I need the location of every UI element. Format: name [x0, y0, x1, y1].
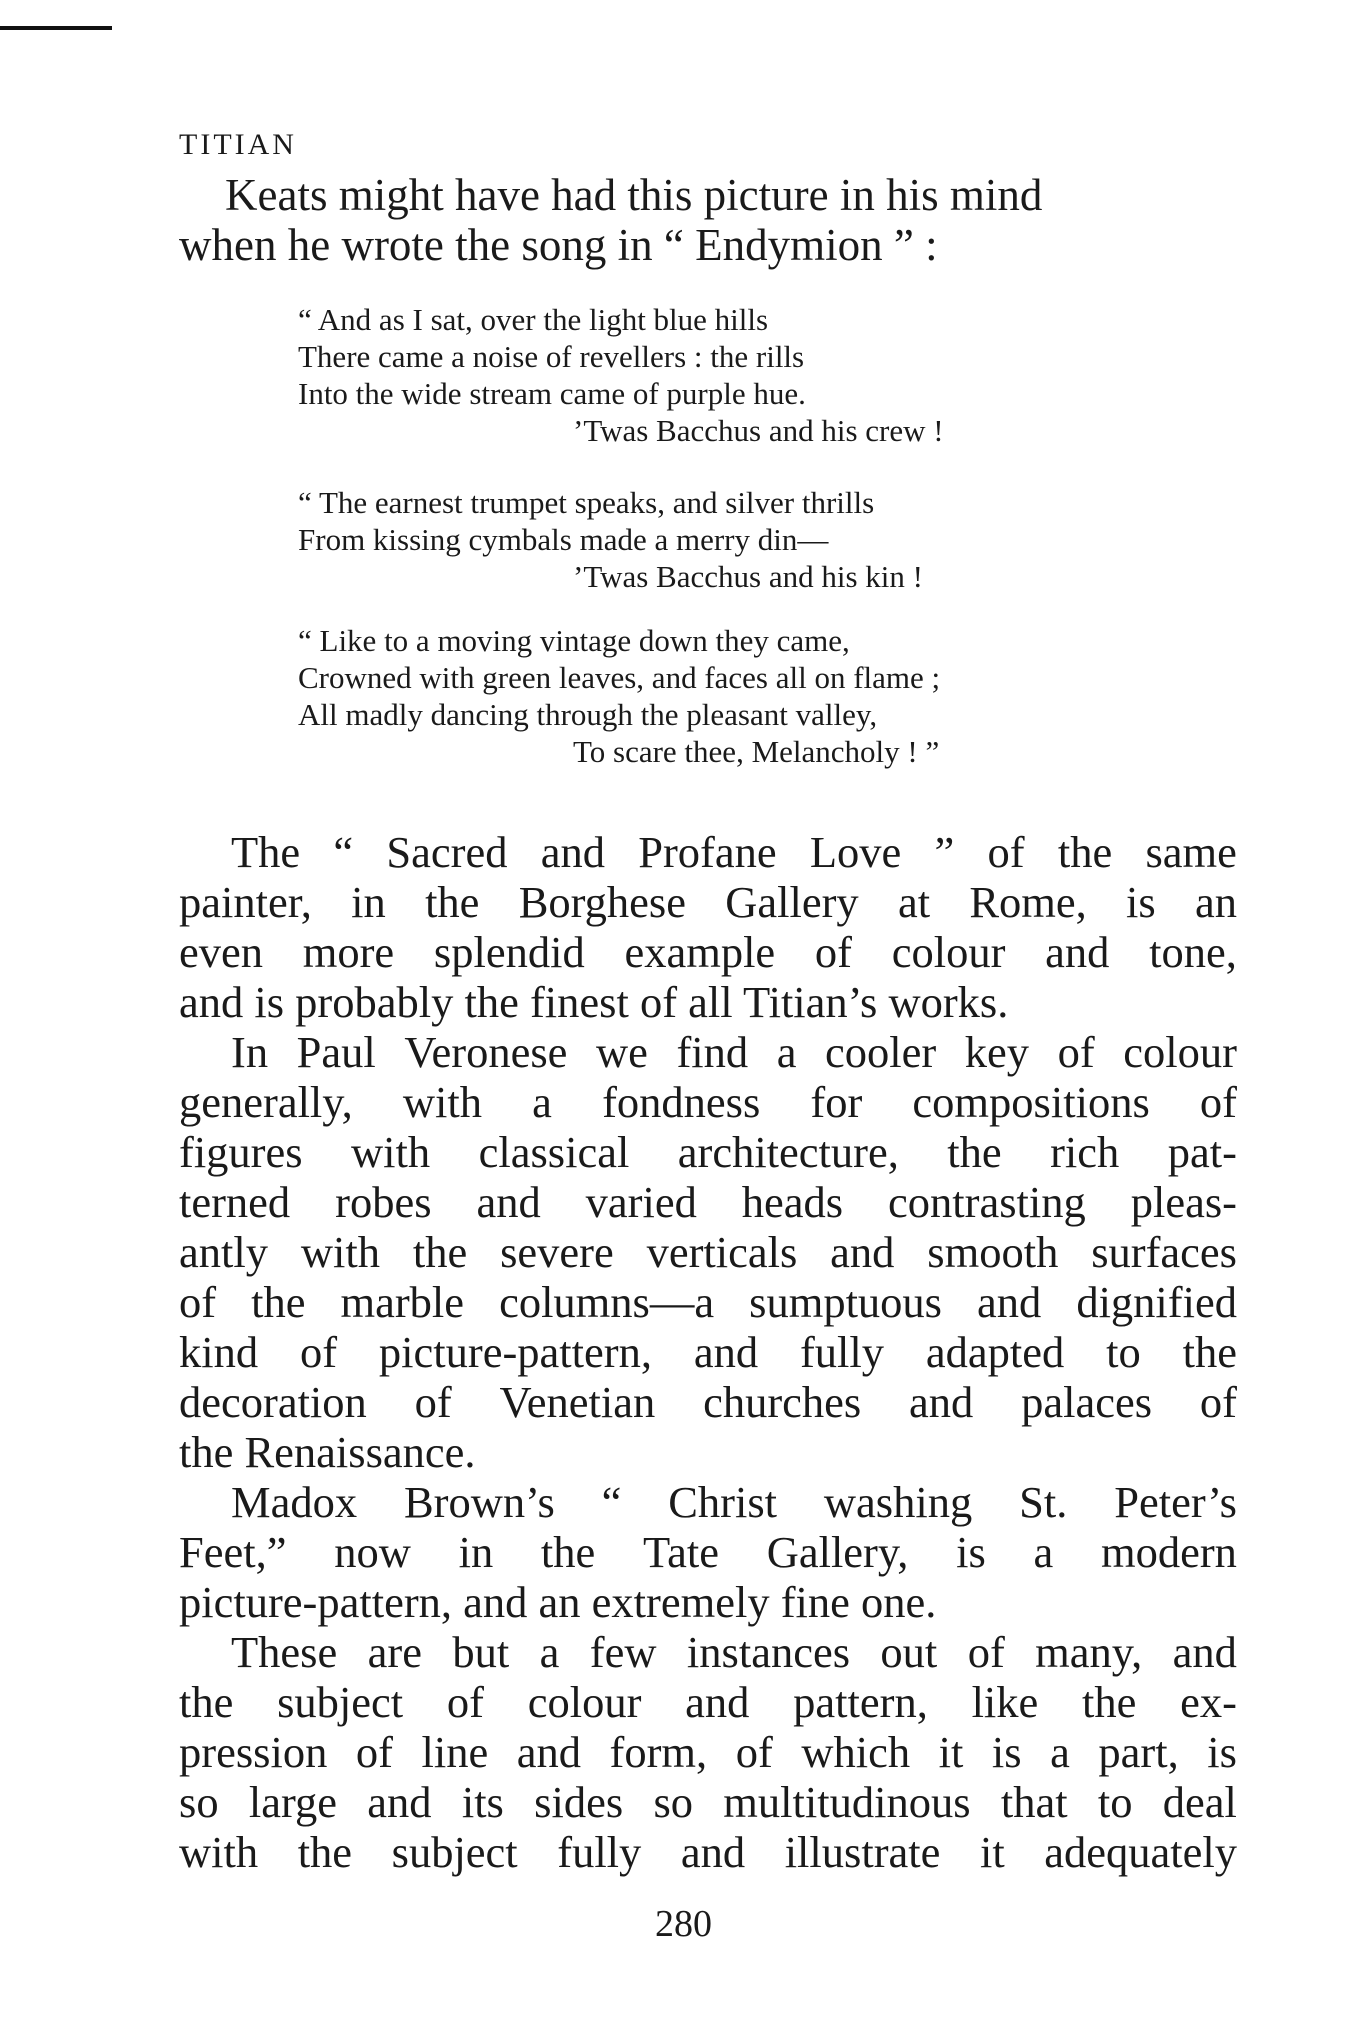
text-line: the Renaissance. — [179, 1427, 476, 1477]
verse-line: To scare thee, Melancholy ! ” — [573, 734, 940, 769]
page-number: 280 — [655, 1903, 712, 1945]
text-line: antly with the severe verticals and smooth surfaces — [179, 1227, 1237, 1277]
text-line: kind of picture-pattern, and fully adapted to the — [179, 1327, 1237, 1377]
text-line: picture-pattern, and an extremely fine one. — [179, 1577, 937, 1627]
text-line: figures with classical architecture, the rich pat- — [179, 1127, 1237, 1177]
text-line: with the subject fully and illustrate it adequately — [179, 1827, 1237, 1877]
verse-line: There came a noise of revellers : the rills — [298, 339, 805, 374]
text-line: In Paul Veronese we find a cooler key of colour — [231, 1027, 1237, 1077]
verse-stanza — [298, 622, 1198, 770]
body-paragraph — [179, 827, 1237, 1027]
text-line: Keats might have had this picture in his mind — [225, 170, 1043, 220]
text-line: The “ Sacred and Profane Love ” of the same — [231, 827, 1237, 877]
text-line: terned robes and varied heads contrasting pleas- — [179, 1177, 1237, 1227]
text-line: even more splendid example of colour and tone, — [179, 927, 1237, 977]
intro-paragraph — [179, 170, 1237, 270]
text-line: decoration of Venetian churches and palaces of — [179, 1377, 1237, 1427]
verse-line: Into the wide stream came of purple hue. — [298, 376, 806, 411]
verse-line: “ Like to a moving vintage down they came, — [298, 623, 850, 658]
verse-line: All madly dancing through the pleasant valley, — [298, 697, 878, 732]
text-line: These are but a few instances out of many, and — [231, 1627, 1237, 1677]
text-line: generally, with a fondness for compositions of — [179, 1077, 1237, 1127]
text-line: Madox Brown’s “ Christ washing St. Peter’s — [231, 1477, 1237, 1527]
verse-line: ’Twas Bacchus and his kin ! — [573, 559, 923, 594]
text-line: so large and its sides so multitudinous that to deal — [179, 1777, 1237, 1827]
verse-stanza — [298, 301, 1198, 449]
text-line: when he wrote the song in “ Endymion ” : — [179, 220, 938, 270]
body-paragraph — [179, 1027, 1237, 1477]
text-line: of the marble columns—a sumptuous and dignified — [179, 1277, 1237, 1327]
text-line: painter, in the Borghese Gallery at Rome, is an — [179, 877, 1237, 927]
verse-line: From kissing cymbals made a merry din— — [298, 522, 829, 557]
corner-rule-mark — [0, 26, 112, 30]
verse-line: Crowned with green leaves, and faces all on flame ; — [298, 660, 941, 695]
text-line: the subject of colour and pattern, like the ex- — [179, 1677, 1237, 1727]
text-line: pression of line and form, of which it is a part, is — [179, 1727, 1237, 1777]
text-line: and is probably the finest of all Titian’s works. — [179, 977, 1009, 1027]
verse-line: “ The earnest trumpet speaks, and silver thrills — [298, 485, 875, 520]
verse-line: “ And as I sat, over the light blue hills — [298, 302, 769, 337]
verse-stanza — [298, 484, 1198, 595]
body-paragraph — [179, 1477, 1237, 1627]
verse-line: ’Twas Bacchus and his crew ! — [573, 413, 944, 448]
running-head: TITIAN — [179, 128, 297, 161]
body-paragraph — [179, 1627, 1237, 1877]
text-line: Feet,” now in the Tate Gallery, is a modern — [179, 1527, 1237, 1577]
